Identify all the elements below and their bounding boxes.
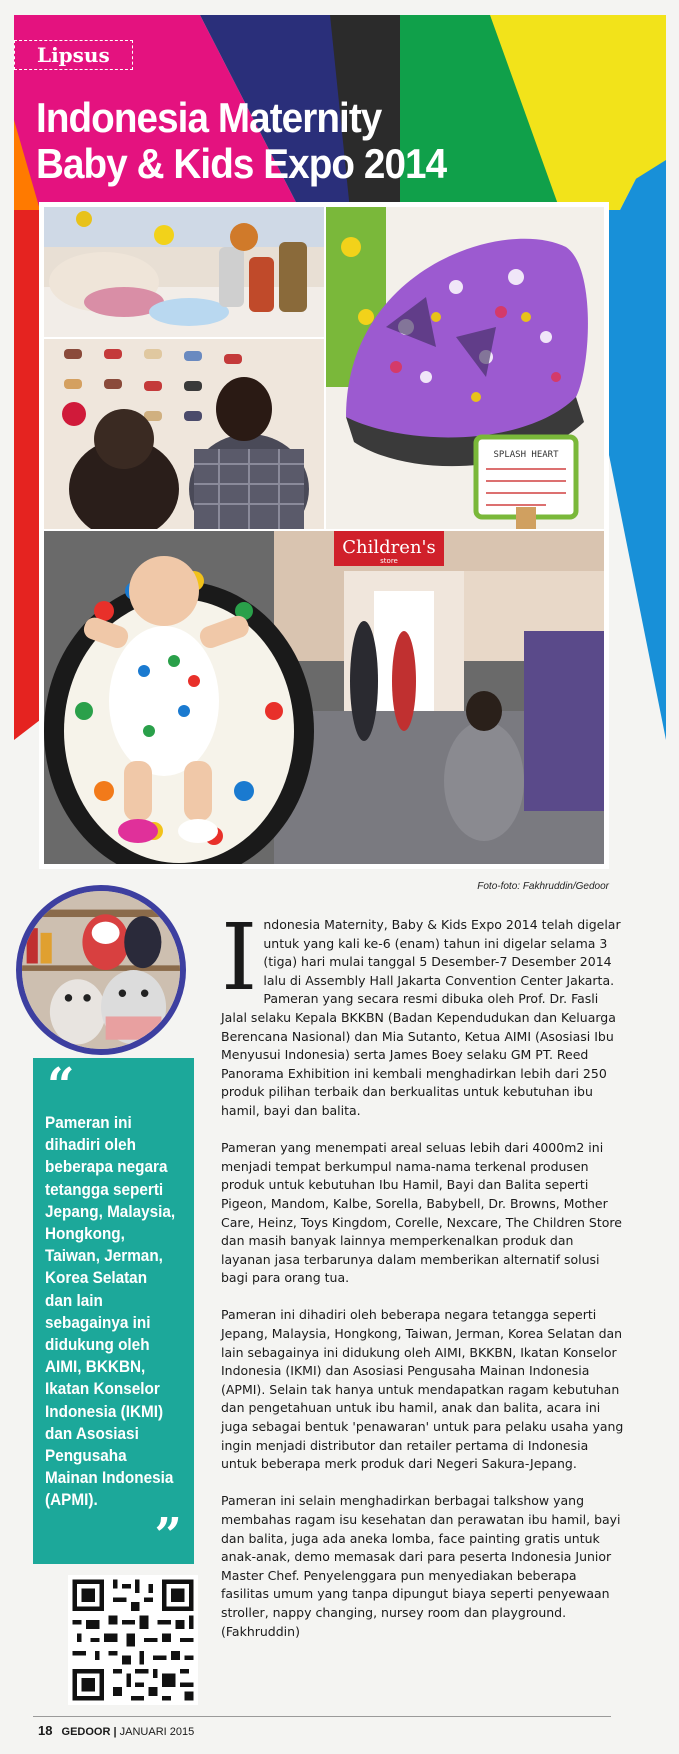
footer-separator: |: [113, 1726, 117, 1738]
headline-line-2: Baby & Kids Expo 2014: [36, 140, 447, 187]
open-quote-icon: “: [47, 1058, 75, 1114]
page-footer: [38, 1723, 194, 1738]
qr-code-icon[interactable]: [68, 1575, 198, 1705]
article-body: [221, 904, 626, 1660]
article-paragraph: Pameran ini selain menghadirkan berbagai talkshow yang membahas ragam isu kesehatan dan perawatan ibu hamil, bayi dan balita, juga ada aneka lomba, face painting gratis untuk anak-anak, demo memasak dari para peserta Indonesia Junior Master Chef. Penyelenggara pun menyediakan beberapa fasilitas umum yang tanpa dipungut biaya seperti penyewaan stroller, nappy changing, nursey room dan playground. (Fakhruddin): [221, 1493, 621, 1639]
issue-date: JANUARI 2015: [119, 1726, 195, 1738]
photo-shoe-wall: [44, 339, 324, 529]
drop-cap: I: [221, 904, 258, 1011]
paragraph-1-text: ndonesia Maternity, Baby & Kids Expo 2014 telah digelar untuk yang kali ke-6 (enam) tahun ini digelar selama 3 (tiga) hari mulai tanggal 5 Desember-7 Desember 2014 lalu di Assembly Hall Jakarta Convention Center Jakarta. Pameran yang secara resmi dibuka oleh Prof. Dr. Fasli Jalal selaku Kepala BKKBN (Badan Kependudukan dan Keluarga Berencana Nasional) dan Mia Sutanto, Ketua AIMI (Asosiasi Ibu Menyusui Indonesia) serta James Boey selaku GM PT. Reed Panorama Exhibition ini kembali menghadirkan lebih dari 250 produk pilihan terbaik dan berkualitas untuk kebutuhan ibu hamil, bayi dan balita.: [221, 917, 621, 1118]
headline-line-1: Indonesia Maternity: [36, 94, 382, 141]
article-paragraph: Pameran yang menempati areal seluas lebih dari 4000m2 ini menjadi tempat berkumpul nama-nama terkenal produsen produk untuk kebutuhan Ibu Hamil, Bayi dan Balita seperti Pigeon, Mandom, Kalbe, Sorella, Babybell, Dr. Browns, Mother Care, Heinz, Toys Kingdom, Corelle, Nexcare, The Children Store dan masih banyak lainnya memperkenalkan produk dan layanan jasa terbarunya dalam memberikan alternatif solusi bagi para orang tua.: [221, 1140, 622, 1286]
close-quote-icon: ”: [154, 1508, 182, 1564]
store-sign-sub: store: [380, 557, 398, 565]
footer-divider: [33, 1716, 611, 1717]
photo-bike-helmet: [326, 207, 604, 529]
headline: [36, 95, 570, 187]
page-number: 18: [38, 1723, 53, 1738]
section-tag: Lipsus: [14, 40, 133, 70]
photo-credit: Foto-foto: Fakhruddin/Gedoor: [477, 881, 609, 892]
article-paragraph: [221, 904, 626, 1121]
photo-baby-goods: [44, 207, 324, 337]
magazine-name: GEDOOR: [61, 1726, 111, 1738]
pull-quote-text: Pameran ini dihadiri oleh beberapa negara tetangga seperti Jepang, Malaysia, Hongkong, Taiwan, Jerman, Korea Selatan dan lain sebagainya ini didukung oleh AIMI, BKKBN, Ikatan Konselor Indonesia (IKMI) dan Asosiasi Pengusaha Mainan Indonesia (APMI).: [45, 1113, 176, 1510]
circle-photo-toys: [16, 885, 186, 1055]
pull-quote: [33, 1058, 194, 1564]
store-sign: Children's: [342, 537, 436, 558]
article-paragraph: Pameran ini dihadiri oleh beberapa negara tetangga seperti Jepang, Malaysia, Hongkong, Taiwan, Jerman, Korea Selatan dan lain sebagainya ini didukung oleh AIMI, BKKBN, Ikatan Konselor Indonesia (IKMI) dan Asosiasi Pengusaha Mainan Indonesia (APMI). Selain tak hanya untuk mendapatkan ragam kebutuhan dan pengetahuan untuk ibu hamil, anak dan balita, acara ini juga sebagai bentuk 'penawaran' untuk para pelaku usaha yang ingin menjadi distributor dan retailer pertama di Indonesia untuk beberapa merk produk dari Negeri Sakura-Jepang.: [221, 1307, 624, 1472]
helmet-card-title: SPLASH HEART: [493, 450, 559, 460]
photo-baby-bouncer: [44, 531, 604, 864]
photo-collage: [39, 202, 609, 869]
